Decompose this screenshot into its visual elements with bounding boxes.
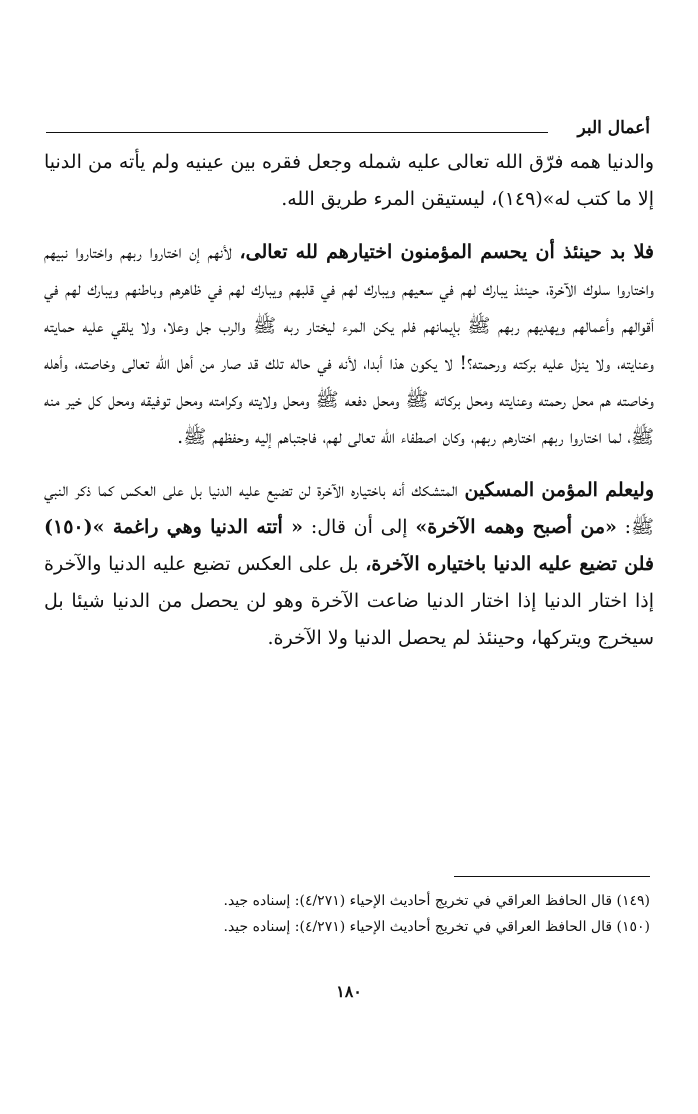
footnote-149: (١٤٩) قال الحافظ العراقي في تخريج أحاديث الإحياء (٤/٢٧١): إسناده جيد.: [223, 893, 650, 909]
page-number: ١٨٠: [336, 982, 362, 1001]
paragraph-3-text-b: إلى أن قال:: [303, 516, 416, 538]
paragraph-1-text: والدنيا همه فرّق الله تعالى عليه شمله وجعل فقره بين عينيه ولم يأته من الدنيا إلا ما كتب له»(١٤٩)، ليستيقن المرء طريق الله.: [44, 151, 654, 210]
paragraph-3-text-a: المتشكك أنه باختياره الآخرة لن تضيع عليه الدنيا بل على العكس كما ذكر النبي ﷺ:: [44, 479, 655, 538]
paragraph-2-text: لأنهم إن اختاروا ربهم واختاروا نبيهم واختاروا سلوك الآخرة، حينئذ يبارك لهم في سعيهم ويبارك لهم في قلبهم ويبارك لهم في ظاهرهم وباطنهم ويبارك لهم في أقوالهم وأعمالهم ويهديهم ربهم ﷺ بإيمانهم فلم يكن المرء ليختار ربه ﷺ والرب جل وعلا، ولا يلقي عليه حمايته وعنايته، ولا ينزل عليه بركته ورحمته؟! لا يكون هذا أبدا، لأنه في حاله تلك قد صار من أهل الله تعالى وخاصته، وأهله وخاصته هم محل رحمته وعنايته ومحل بركاته ﷺ ومحل دفعه ﷺ ومحل ولايته وكرامته ومحل توفيقه ومحل كل خير منه ﷺ، لما اختاروا ربهم اختارهم ربهم، وكان اصطفاء الله تعالى لهم، فاجتباهم إليه وحفظهم ﷺ.: [44, 241, 654, 448]
main-text: [44, 144, 654, 657]
footnotes: [44, 888, 650, 940]
footnote-150: (١٥٠) قال الحافظ العراقي في تخريج أحاديث الإحياء (٤/٢٧١): إسناده جيد.: [223, 919, 650, 935]
paragraph-3-hadith-quote: «من أصبح وهمه الآخرة»: [415, 516, 617, 538]
paragraph-2: [44, 234, 654, 456]
paragraph-3-text-c: بل على العكس تضيع عليه الدنيا والآخرة إذا اختار الدنيا إذا اختار الدنيا ضاعت الآخرة وهو لن يحصل من الدنيا شيئا بل سيخرج ويتركها، وحينئذ لم يحصل الدنيا ولا الآخرة.: [44, 553, 654, 649]
running-header: أعمال البر: [577, 118, 650, 138]
paragraph-3-hadith-quote-2: « أتته الدنيا وهي راغمة »(١٥٠) فلن تضيع عليه الدنيا باختياره الآخرة،: [44, 516, 654, 575]
paragraph-1: [44, 144, 654, 218]
header-rule: [46, 132, 548, 133]
paragraph-3: [44, 472, 654, 657]
footnote-rule: [454, 876, 650, 877]
paragraph-3-bold-lead: وليعلم المؤمن المسكين: [464, 479, 654, 501]
paragraph-2-bold-lead: فلا بد حينئذ أن يحسم المؤمنون اختيارهم لله تعالى،: [239, 241, 654, 263]
